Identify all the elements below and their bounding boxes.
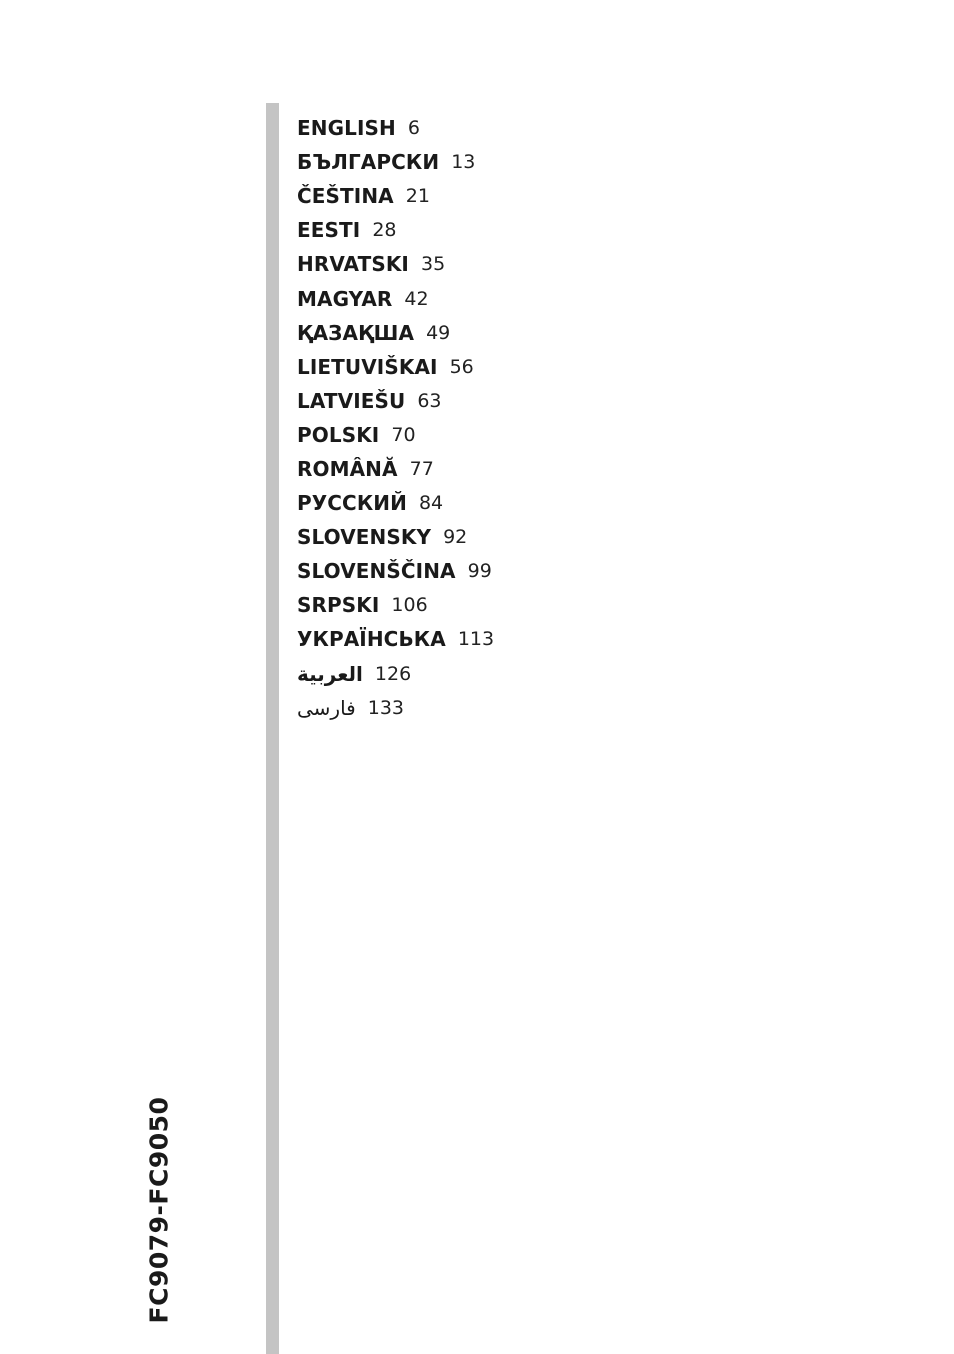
toc-language: LATVIEŠU — [297, 388, 406, 413]
toc-page-number: 106 — [391, 594, 428, 617]
toc-entry-latvian[interactable] — [297, 384, 494, 418]
toc-entry-bulgarian[interactable] — [297, 145, 494, 179]
toc-page-number: 113 — [457, 628, 495, 651]
toc-entry-romanian[interactable] — [297, 452, 494, 486]
toc-language: ROMÂNĂ — [297, 456, 398, 481]
toc-entry-arabic[interactable] — [297, 657, 494, 691]
toc-page-number: 77 — [409, 457, 434, 480]
toc-page-number: 21 — [405, 185, 430, 208]
toc-entry-hungarian[interactable] — [297, 281, 494, 315]
toc-page-number: 84 — [418, 492, 444, 515]
toc-entry-slovenian[interactable] — [297, 554, 494, 588]
toc-entry-estonian[interactable] — [297, 213, 494, 247]
toc-page-number: 35 — [420, 253, 446, 276]
toc-page-number: 42 — [404, 287, 429, 310]
side-bar — [266, 103, 279, 1354]
toc-page-number: 70 — [391, 423, 416, 446]
toc-entry-polish[interactable] — [297, 418, 494, 452]
toc-entry-persian[interactable] — [297, 691, 494, 725]
toc-page-number: 92 — [443, 526, 468, 549]
toc-entry-slovak[interactable] — [297, 520, 494, 554]
toc-language: فارسی — [297, 695, 356, 720]
toc-language: EESTI — [297, 218, 361, 243]
toc-page-number: 63 — [417, 389, 442, 412]
toc-page-number: 28 — [372, 219, 397, 242]
toc-entry-lithuanian[interactable] — [297, 350, 494, 384]
toc-entry-czech[interactable] — [297, 179, 494, 213]
toc-entry-english[interactable] — [297, 111, 494, 145]
toc-entry-russian[interactable] — [297, 486, 494, 520]
toc-page-number: 99 — [467, 560, 492, 583]
toc-language: БЪЛГАРСКИ — [297, 150, 440, 175]
toc-language: العربية — [297, 661, 363, 686]
toc-language: LIETUVIŠKAI — [297, 354, 438, 379]
toc-language: SLOVENSKY — [297, 525, 432, 550]
toc-page-number: 56 — [449, 355, 474, 378]
toc-language: SRPSKI — [297, 593, 380, 618]
table-of-contents — [297, 111, 494, 725]
toc-language: MAGYAR — [297, 286, 393, 311]
toc-language: SLOVENŠČINA — [297, 559, 456, 584]
toc-entry-kazakh[interactable] — [297, 316, 494, 350]
toc-page-number: 133 — [367, 696, 405, 719]
toc-entry-serbian[interactable] — [297, 588, 494, 622]
toc-language: УКРАЇНСЬКА — [297, 627, 446, 652]
toc-page-number: 126 — [374, 662, 412, 685]
toc-entry-croatian[interactable] — [297, 247, 494, 281]
model-number: FC9079-FC9050 — [144, 1096, 174, 1324]
toc-language: ҚАЗАҚША — [297, 320, 415, 345]
toc-language: HRVATSKI — [297, 252, 409, 277]
toc-language: РУССКИЙ — [297, 491, 407, 516]
toc-language: ENGLISH — [297, 116, 396, 141]
toc-language: POLSKI — [297, 422, 380, 447]
toc-page-number: 49 — [426, 321, 451, 344]
toc-page-number: 6 — [407, 117, 420, 140]
toc-entry-ukrainian[interactable] — [297, 622, 494, 656]
toc-page-number: 13 — [451, 151, 476, 174]
toc-language: ČEŠTINA — [297, 184, 394, 209]
